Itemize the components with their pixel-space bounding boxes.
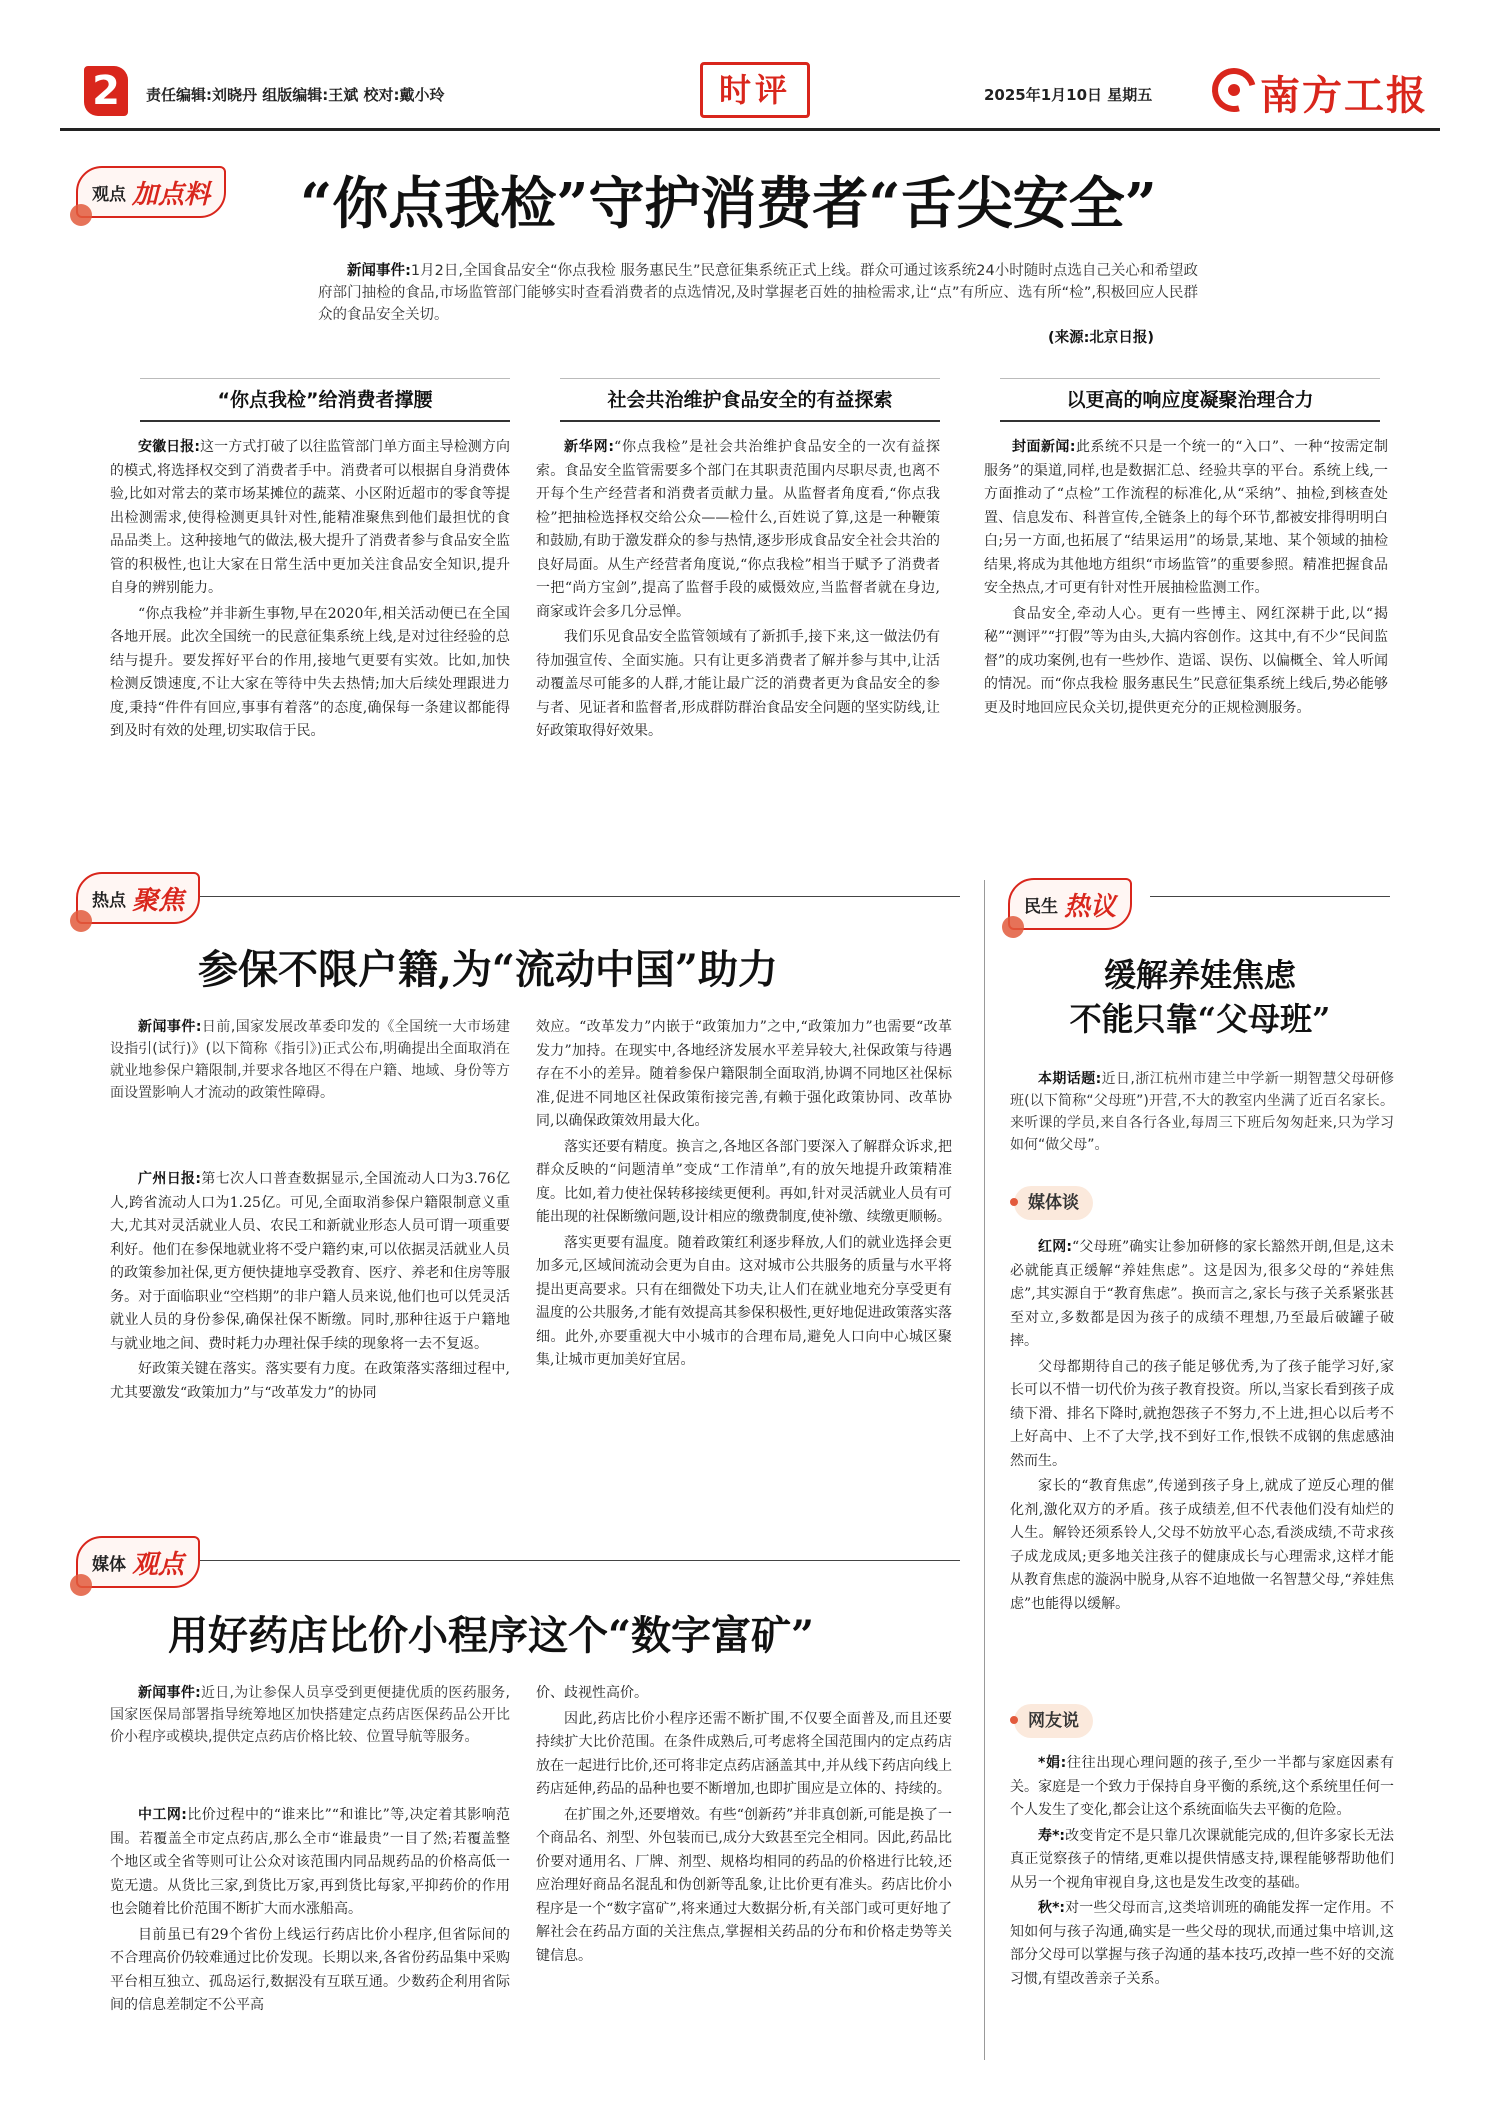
paragraph	[1010, 1236, 1394, 1354]
lead-text: 1月2日,全国食品安全“你点我检 服务惠民生”民意征集系统正式上线。群众可通过该系统24小时随时点选自己关心和希望政府部门抽检的食品,市场监管部门能够实时查看消费者的点选情况,及时掌握老百姓的抽检需求,让“点”有所应、选有所“检”,积极回应人民群众的食品安全关切。	[318, 263, 1198, 323]
paragraph: 落实更要有温度。随着政策红利逐步释放,人们的就业选择会更加多元,区域间流动会更为自由。这对城市公共服务的质量与水平将提出更高要求。只有在细微处下功夫,让人们在就业地充分享受更有温度的公共服务,才能有效提高其参保积极性,更好地促进政策落实落细。此外,亦要重视大中小城市的合理布局,避免人口向中心城区聚集,让城市更加美好宜居。	[536, 1234, 952, 1368]
paragraph	[984, 436, 1388, 601]
commenter: 秋*:	[1038, 1900, 1066, 1916]
flower-icon	[70, 910, 92, 932]
subhead-col3: 以更高的响应度凝聚治理合力	[1000, 378, 1380, 422]
netizen-talk-pill: 网友说	[1014, 1704, 1093, 1738]
news-event-2	[110, 1016, 510, 1106]
paragraph: 落实还要有精度。换言之,各地区各部门要深入了解群众诉求,把群众反映的“问题清单”变成“工作清单”,有的放矢地提升政策精准度。比如,着力使社保转移接续更便利。再如,针对灵活就业人员有可能出现的社保断缴问题,设计相应的缴费制度,使补缴、续缴更顺畅。	[536, 1138, 952, 1225]
article-insurance-left	[110, 1168, 510, 1407]
paragraph-text: “父母班”确实让参加研修的家长豁然开朗,但是,这未必就能真正缓解“养娃焦虑”。这是因为,很多父母的“养娃焦虑”,其实源自于“教育焦虑”。换而言之,家长与孩子关系紧张甚至对立,多数都是因为孩子的成绩不理想,乃至最后破罐子破摔。	[1010, 1239, 1394, 1349]
netizen-comments	[1010, 1752, 1394, 1993]
headline-parenting-line2: 不能只靠“父母班”	[1069, 1000, 1331, 1038]
media-label: 广州日报:	[138, 1171, 202, 1187]
paragraph	[110, 1168, 510, 1356]
paragraph-text: 第七次人口普查数据显示,全国流动人口为3.76亿人,跨省流动人口为1.25亿。可见,全面取消参保户籍限制意义重大,尤其对灵活就业人员、农民工和新就业形态人员可谓一项重要利好。他们在参保地就业将不受户籍约束,可以依据灵活就业人员的政策参加社保,更方便快捷地享受教育、医疗、养老和住房等服务。对于面临职业“空档期”的非户籍人员来说,他们也可以凭灵活就业人员的身份参保,确保社保不断缴。同时,那种往返于户籍地与就业地之间、费时耗力办理社保手续的现象将一去不复返。	[110, 1171, 510, 1352]
issue-date: 2025年1月10日 星期五	[984, 86, 1153, 104]
media-label: 封面新闻:	[1012, 439, 1076, 455]
topic-label: 本期话题:	[1038, 1071, 1102, 1087]
paragraph	[1010, 1068, 1394, 1156]
tag-title: 热议	[1064, 891, 1117, 922]
news-event-4	[110, 1682, 510, 1750]
article-col1	[110, 436, 510, 746]
media-label: 红网:	[1038, 1239, 1072, 1255]
masthead-rule	[60, 128, 1440, 131]
lead-label: 新闻事件:	[138, 1019, 202, 1035]
paragraph: 价、歧视性高价。	[536, 1685, 648, 1701]
article-pharmacy-left	[110, 1804, 510, 2020]
section-divider	[160, 1560, 960, 1561]
lead-label: 新闻事件:	[347, 263, 411, 279]
section-divider	[160, 896, 960, 897]
comment-text: 改变肯定不是只靠几次课就能完成的,但许多家长无法真正觉察孩子的情绪,更难以提供情感支持,课程能够帮助他们从另一个视角审视自身,这也是发生改变的基础。	[1010, 1827, 1395, 1891]
media-label: 安徽日报:	[138, 439, 200, 455]
paper-logo-icon	[1204, 60, 1264, 120]
paragraph-text: 近日,为让参保人员享受到更便捷优质的医药服务,国家医保局部署指导统筹地区加快搭建定点药店医保药品公开比价小程序或模块,提供定点药店价格比较、位置导航等服务。	[110, 1685, 510, 1745]
column-tag-meiti	[76, 1536, 200, 1588]
comment-text: 对一些父母而言,这类培训班的确能发挥一定作用。不知如何与孩子沟通,确实是一些父母的现状,而通过集中培训,这部分父母可以掌握与孩子沟通的基本技巧,改掉一些不好的交流习惯,有望改善亲子关系。	[1010, 1900, 1395, 1987]
comment-text: 往往出现心理问题的孩子,至少一半都与家庭因素有关。家庭是一个致力于保持自身平衡的系统,这个系统里任何一个人发生了变化,都会让这个系统面临失去平衡的危险。	[1010, 1755, 1394, 1818]
tag-title: 聚焦	[132, 885, 185, 916]
paragraph: 我们乐见食品安全监管领域有了新抓手,接下来,这一做法仍有待加强宣传、全面实施。只有让更多消费者了解并参与其中,让活动覆盖尽可能多的人群,才能让最广泛的消费者更为食品安全的参与者、见证者和监督者,形成群防群治食品安全问题的坚实防线,让好政策取得好效果。	[536, 629, 940, 739]
paper-logo	[1212, 60, 1440, 120]
news-event-1	[318, 260, 1198, 326]
paragraph: 好政策关键在落实。落实要有力度。在政策落实落细过程中,尤其要激发“政策加力”与“改革发力”的协同	[110, 1361, 510, 1401]
tag-prefix: 观点	[92, 184, 126, 205]
column-tag-redian	[76, 872, 200, 924]
paragraph-text: 此系统不只是一个统一的“入口”、一种“按需定制服务”的渠道,同样,也是数据汇总、经验共享的平台。系统上线,一方面推动了“点检”工作流程的标准化,从“采纳”、抽检,到核查处置、信息发布、科普宣传,全链条上的每个环节,都被安排得明明白白;另一方面,也拓展了“结果运用”的场景,某地、某个领域的抽检结果,将成为其他地方组织“市场监管”的重要参照。精准把握食品安全热点,才可更有针对性开展抽检监测工作。	[984, 439, 1388, 596]
page-number: 2	[84, 66, 128, 116]
paragraph: 家长的“教育焦虑”,传递到孩子身上,就成了逆反心理的催化剂,激化双方的矛盾。孩子成绩差,但不代表他们没有灿烂的人生。解铃还须系铃人,父母不妨放平心态,看淡成绩,不苛求孩子成龙成凤;更多地关注孩子的健康成长与心理需求,这样才能从教育焦虑的漩涡中脱身,从容不迫地做一名智慧父母,“养娃焦虑”也能得以缓解。	[1010, 1478, 1394, 1612]
paragraph	[110, 1016, 510, 1104]
tag-prefix: 热点	[92, 890, 126, 911]
article-col2	[536, 436, 940, 746]
paragraph: “你点我检”并非新生事物,早在2020年,相关活动便已在全国各地开展。此次全国统一的民意征集系统上线,是对过往经验的总结与提升。要发挥好平台的作用,接地气更要有实效。比如,加快检测反馈速度,不让大家在等待中失去热情;加大后续处理跟进力度,秉持“件件有回应,事事有着落”的态度,确保每一条建议都能得到及时有效的处理,切实取信于民。	[110, 605, 510, 739]
comment	[1010, 1752, 1394, 1823]
topic-intro	[1010, 1068, 1394, 1158]
section-title: 时评	[700, 62, 810, 118]
column-tag-guandian	[76, 166, 226, 218]
commenter: 寿*:	[1038, 1827, 1066, 1844]
lead-label: 新闻事件:	[138, 1685, 201, 1701]
tag-prefix: 民生	[1024, 896, 1058, 917]
paragraph	[110, 1804, 510, 1922]
headline-pharmacy: 用好药店比价小程序这个“数字富矿”	[168, 1612, 815, 1659]
commenter: *娟:	[1038, 1755, 1067, 1771]
article-col3	[984, 436, 1388, 722]
paragraph-text: 比价过程中的“谁来比”“和谁比”等,决定着其影响范围。若覆盖全市定点药店,那么全市“谁最贵”一目了然;若覆盖整个地区或全省等则可让公众对该范围内同品规药品的价格高低一览无遗。从货比三家,到货比万家,再到货比每家,平抑药价的作用也会随着比价范围不断扩大而水涨船高。	[110, 1807, 510, 1917]
paragraph: 父母都期待自己的孩子能足够优秀,为了孩子能学习好,家长可以不惜一切代价为孩子教育投资。所以,当家长看到孩子成绩下滑、排名下降时,就抱怨孩子不努力,不上进,担心以后考不上好高中、上不了大学,找不到好工作,恨铁不成钢的焦虑感油然而生。	[1010, 1358, 1394, 1469]
paragraph-text: 近日,浙江杭州市建兰中学新一期智慧父母研修班(以下简称“父母班”)开营,不大的教室内坐满了近百名家长。来听课的学员,来自各行各业,每周三下班后匆匆赶来,只为学习如何“做父母”。	[1010, 1071, 1394, 1153]
media-talk-article	[1010, 1236, 1394, 1618]
tag-title: 加点料	[132, 179, 211, 210]
tag-title: 观点	[132, 1549, 185, 1580]
paragraph-text: 日前,国家发展改革委印发的《全国统一大市场建设指引(试行)》(以下简称《指引》)正式公布,明确提出全面取消在就业地参保户籍限制,并要求各地区不得在户籍、地域、身份等方面设置影响人才流动的政策性障碍。	[110, 1019, 510, 1101]
editor-credits: 责任编辑:刘晓丹 组版编辑:王斌 校对:戴小玲	[146, 86, 445, 104]
paragraph: 食品安全,牵动人心。更有一些博主、网红深耕于此,以“揭秘”“测评”“打假”等为由头,大搞内容创作。这其中,有不少“民间监督”的成功案例,也有一些炒作、造谣、误伤、以偏概全、耸人听闻的情况。而“你点我检 服务惠民生”民意征集系统上线后,势必能够更及时地回应民众关切,提供更充分的正规检测服务。	[984, 605, 1388, 716]
comment	[1010, 1897, 1394, 1991]
media-label: 新华网:	[564, 439, 615, 455]
paragraph	[536, 436, 940, 624]
paper-name: 南方工报	[1260, 72, 1428, 119]
sidebar-divider	[984, 880, 985, 2060]
sidebar-top-rule	[1150, 896, 1390, 897]
paragraph	[110, 436, 510, 601]
subhead-col2: 社会共治维护食品安全的有益探索	[560, 378, 940, 422]
media-talk-pill: 媒体谈	[1014, 1186, 1093, 1220]
flower-icon	[1002, 916, 1024, 938]
paragraph: 因此,药店比价小程序还需不断扩围,不仅要全面普及,而且还要持续扩大比价范围。在条件成熟后,可考虑将全国范围内的定点药店放在一起进行比价,还可将非定点药店涵盖其中,并从线下药店向线上药店延伸,药品的品种也要不断增加,也即扩围应是立体的、持续的。	[536, 1710, 952, 1797]
paragraph-text: “你点我检”是社会共治维护食品安全的一次有益探索。食品安全监管需要多个部门在其职责范围内尽职尽责,也离不开每个生产经营者和消费者贡献力量。从监督者角度看,“你点我检”把抽检选择权交给公众——检什么,百姓说了算,这是一种鞭策和鼓励,有助于激发群众的参与热情,逐步形成食品安全社会共治的良好局面。从生产经营者角度说,“你点我检”相当于赋予了消费者一把“尚方宝剑”,提高了监督手段的威慑效应,当监督者就在身边,商家或许会多几分忌惮。	[536, 439, 940, 620]
article-pharmacy-right	[536, 1682, 952, 1970]
paragraph-text: 这一方式打破了以往监管部门单方面主导检测方向的模式,将选择权交到了消费者手中。消费者可以根据自身消费体验,比如对常去的菜市场某摊位的蔬菜、小区附近超市的零食等提出检测需求,使得检测更具针对性,能精准聚焦到他们最担忧的食品品类上。这种接地气的做法,极大提升了消费者参与食品安全监管的积极性,也让大家在日常生活中更加关注食品安全知识,提升自身的辨别能力。	[110, 439, 510, 596]
paragraph	[110, 1682, 510, 1748]
paragraph: 在扩围之外,还要增效。有些“创新药”并非真创新,可能是换了一个商品名、剂型、外包装而已,成分大致甚至完全相同。因此,药品比价要对通用名、厂牌、剂型、规格均相同的药品的价格进行比较,还应治理好商品名混乱和伪创新等乱象,让比价更有准头。药店比价小程序是一个“数字富矿”,将来通过大数据分析,有关部门或可更好地了解社会在药品方面的关注焦点,掌握相关药品的分布和价格走势等关键信息。	[536, 1806, 952, 1964]
flower-icon	[70, 1574, 92, 1596]
flower-icon	[70, 204, 92, 226]
headline-insurance: 参保不限户籍,为“流动中国”助力	[198, 946, 778, 993]
tag-prefix: 媒体	[92, 1554, 126, 1575]
masthead	[60, 60, 1440, 130]
subhead-col1: “你点我检”给消费者撑腰	[140, 378, 510, 422]
paragraph: 效应。“改革发力”内嵌于“政策加力”之中,“政策加力”也需要“改革发力”加持。在现实中,各地经济发展水平差异较大,社保政策与待遇存在不小的差异。随着参保户籍限制全面取消,协调不同地区社保标准,促进不同地区社保政策衔接完善,有赖于强化政策协同、改革协同,以确保政策效用最大化。	[536, 1019, 952, 1129]
article-insurance-right	[536, 1016, 952, 1375]
comment	[1010, 1825, 1394, 1896]
headline-food-safety: “你点我检”守护消费者“舌尖安全”	[300, 171, 1157, 237]
paragraph: 目前虽已有29个省份上线运行药店比价小程序,但省际间的不合理高价仍较难通过比价发现。长期以来,各省份药品集中采购平台相互独立、孤岛运行,数据没有互联互通。少数药企利用省际间的信息差制定不公平高	[110, 1926, 510, 2013]
column-tag-minsheng	[1008, 878, 1132, 930]
media-label: 中工网:	[138, 1807, 187, 1823]
lead-source: (来源:北京日报)	[1048, 330, 1155, 346]
headline-parenting-line1: 缓解养娃焦虑	[1103, 956, 1296, 994]
